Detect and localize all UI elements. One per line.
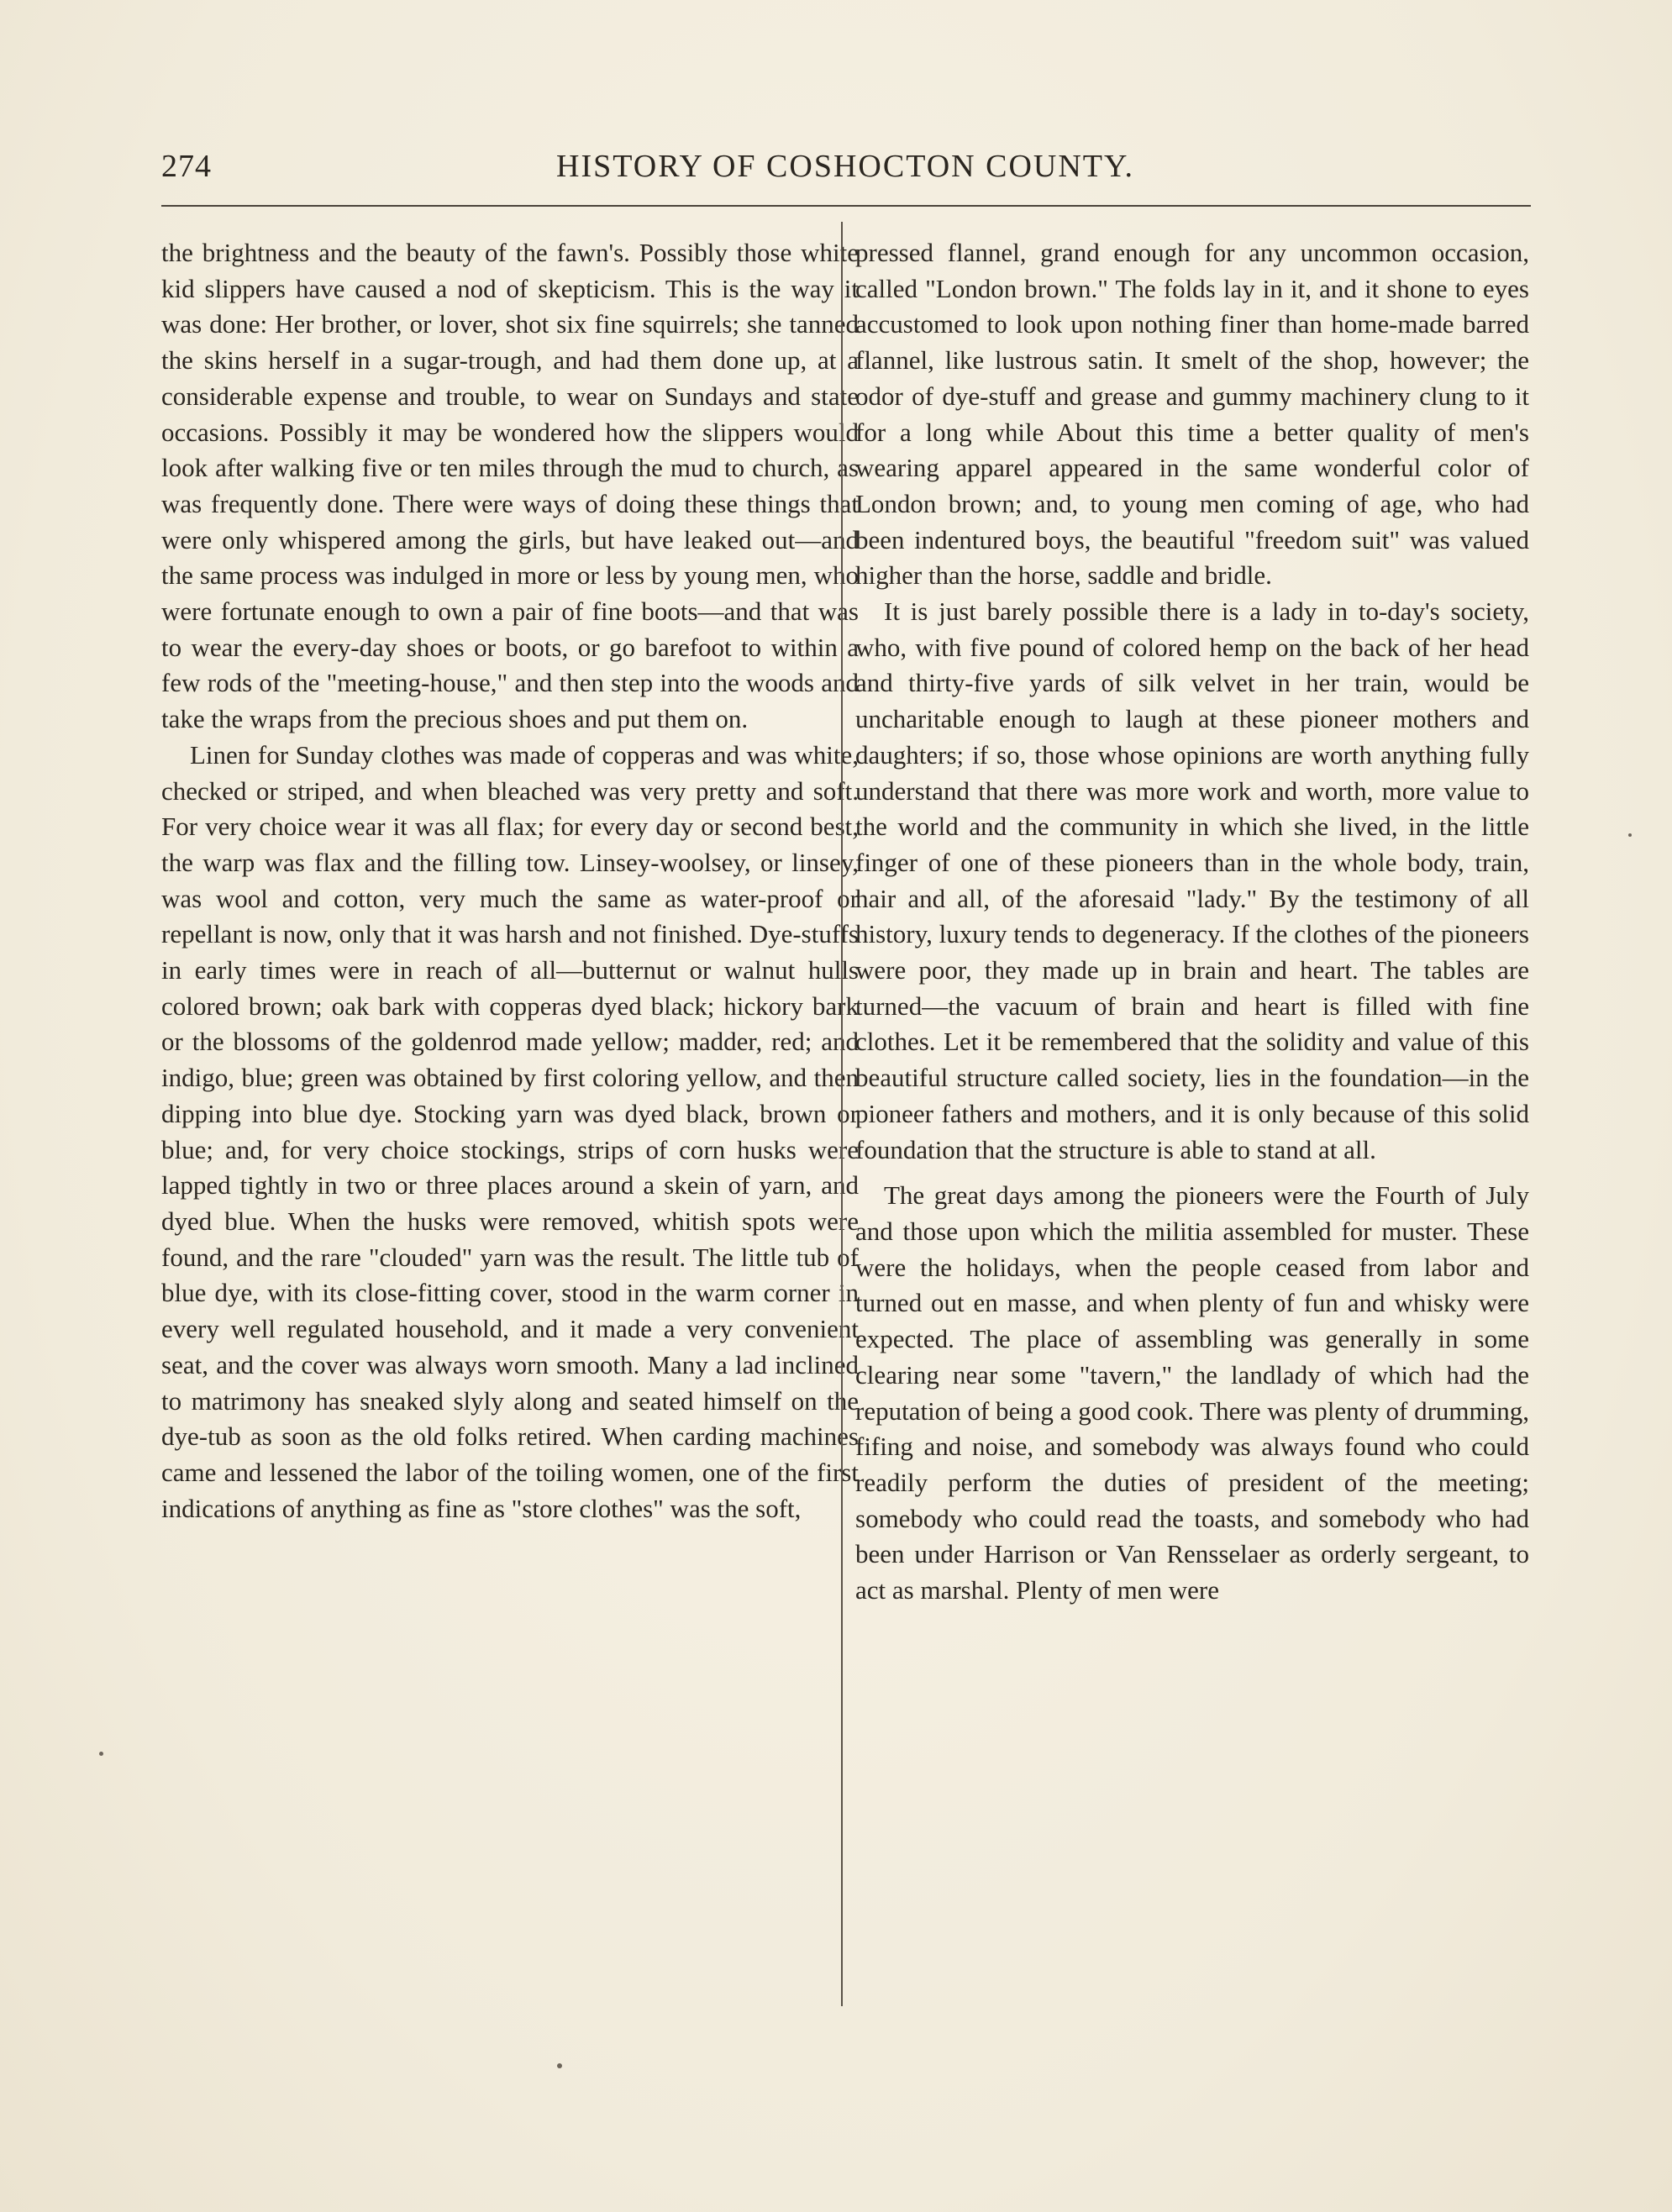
ink-speck [99, 1752, 103, 1756]
column-divider [841, 222, 843, 2006]
page-number: 274 [161, 149, 212, 184]
header-rule [161, 205, 1531, 207]
right-column [855, 235, 1529, 1609]
right-paragraph-2: It is just barely possible there is a lady in to-day's society, who, with five pound of colored hemp on the back of her head and thirty-five yards of silk velvet in her train, would be uncharitable enough to laugh at these pioneer mothers and daughters; if so, those whose opinions are worth anything fully understand that there was more work and worth, more value to the world and the community in which she lived, in the little finger of one of these pioneers than in the whole body, train, hair and all, of the aforesaid "lady." By the testimony of all history, luxury tends to degeneracy. If the clothes of the pioneers were poor, they made up in brain and heart. The tables are turned—the vacuum of brain and heart is filled with fine clothes. Let it be remembered that the solidity and value of this beautiful structure called society, lies in the foundation—in the pioneer fathers and mothers, and it is only because of this solid foundation that the structure is able to stand at all. [855, 596, 1529, 1164]
ink-speck [1628, 833, 1632, 837]
left-column [161, 235, 859, 1526]
left-paragraph-1: the brightness and the beauty of the fawn's. Possibly those white kid slippers have caused a nod of skepticism. This is the way it was done: Her brother, or lover, shot six fine squirrels; she tanned the skins herself in a sugar-trough, and had them done up, at a considerable expense and trouble, to wear on Sundays and state occasions. Possibly it may be wondered how the slippers would look after walking five or ten miles through the mud to church, as was frequently done. There were ways of doing these things that were only whispered among the girls, but have leaked out—and the same process was indulged in more or less by young men, who were fortunate enough to own a pair of fine boots—and that was to wear the every-day shoes or boots, or go barefoot to within a few rods of the "meeting-house," and then step into the woods and take the wraps from the precious shoes and put them on. [161, 238, 859, 734]
left-paragraph-2: Linen for Sunday clothes was made of copperas and was white, checked or striped, and when bleached was very pretty and soft. For very choice wear it was all flax; for every day or second best, the warp was flax and the filling tow. Linsey-woolsey, or linsey, was wool and cotton, very much the same as water-proof or repellant is now, only that it was harsh and not finished. Dye-stuffs in early times were in reach of all—butternut or walnut hulls colored brown; oak bark with copperas dyed black; hickory bark or the blossoms of the goldenrod made yellow; madder, red; and indigo, blue; green was obtained by first coloring yellow, and then dipping into blue dye. Stocking yarn was dyed black, brown or blue; and, for very choice stockings, strips of corn husks were lapped tightly in two or three places around a skein of yarn, and dyed blue. When the husks were removed, whitish spots were found, and the rare "clouded" yarn was the result. The little tub of blue dye, with its close-fitting cover, stood in the warm corner in every well regulated household, and it made a very convenient seat, and the cover was always worn smooth. Many a lad inclined to matrimony has sneaked slyly along and seated himself on the dye-tub as soon as the old folks retired. When carding machines came and lessened the labor of the toiling women, one of the first indications of anything as fine as "store clothes" was the soft, [161, 739, 859, 1523]
right-paragraph-1: pressed flannel, grand enough for any uncommon occasion, called "London brown." The folds lay in it, and it shone to eyes accustomed to look upon nothing finer than home-made barred flannel, like lustrous satin. It smelt of the shop, however; the odor of dye-stuff and grease and gummy machinery clung to it for a long while About this time a better quality of men's wearing apparel appeared in the same wonderful color of London brown; and, to young men coming of age, who had been indentured boys, the beautiful "freedom suit" was valued higher than the horse, saddle and bridle. [855, 238, 1529, 591]
right-paragraph-3: The great days among the pioneers were the Fourth of July and those upon which the militia assembled for muster. These were the holidays, when the people ceased from labor and turned out en masse, and when plenty of fun and whisky were expected. The place of assembling was generally in some clearing near some "tavern," the landlady of which had the reputation of being a good cook. There was plenty of drumming, fifing and noise, and somebody was always found who could readily perform the duties of president of the meeting; somebody who could read the toasts, and somebody who had been under Harrison or Van Rensselaer as orderly sergeant, to act as marshal. Plenty of men were [855, 1180, 1529, 1605]
page-header [161, 148, 1531, 190]
ink-speck [557, 2063, 562, 2068]
running-title: HISTORY OF COSHOCTON COUNTY. [556, 149, 1135, 184]
